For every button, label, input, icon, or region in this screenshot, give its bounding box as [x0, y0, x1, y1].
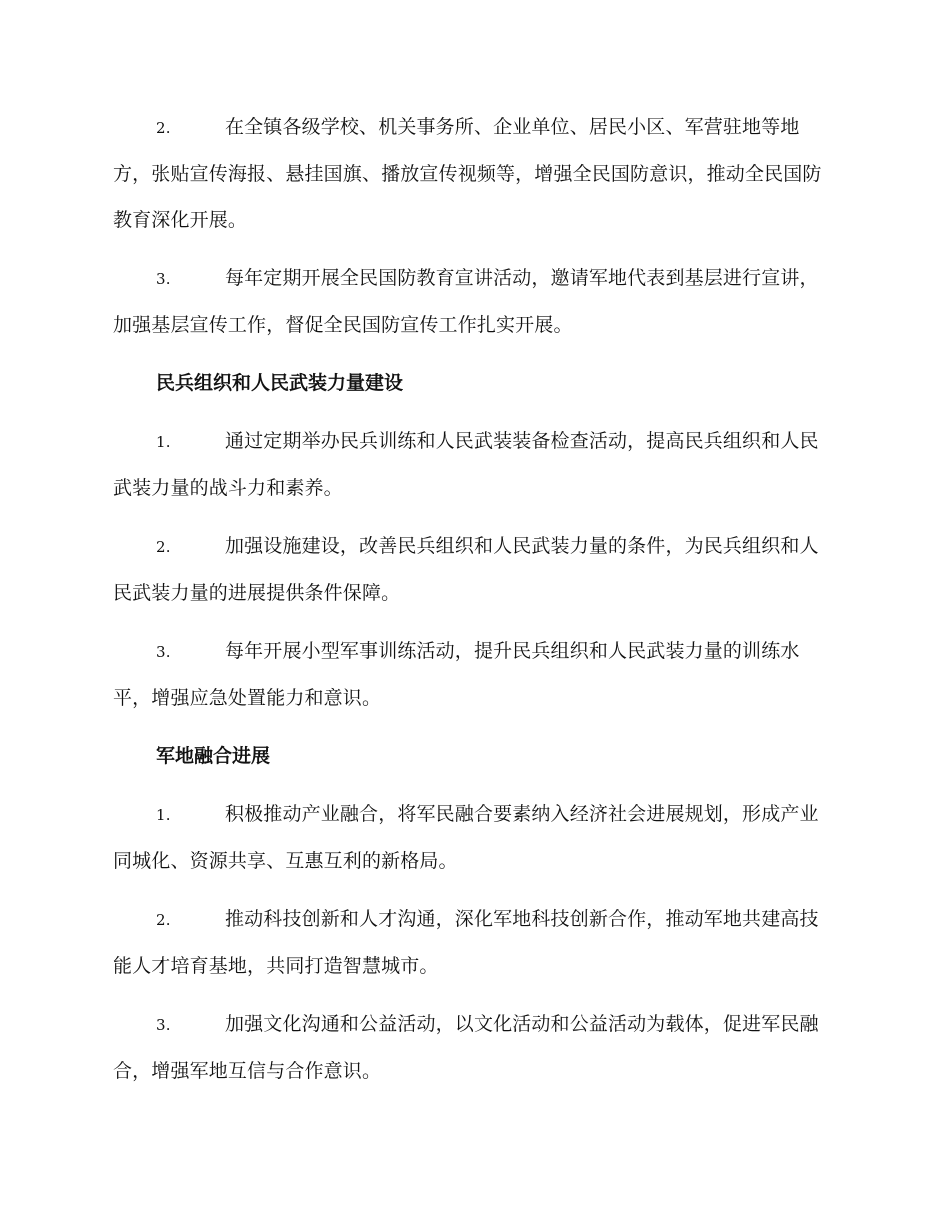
section-national-defense-education	[113, 104, 833, 348]
item-number: 3.	[156, 1016, 171, 1034]
section-militia-construction	[113, 360, 833, 721]
list-item	[113, 896, 833, 989]
section-heading: 民兵组织和人民武装力量建设	[156, 372, 404, 394]
item-text: 每年定期开展全民国防教育宣讲活动，邀请军地代表到基层进行宣讲，加强基层宣传工作，督促全民国防宣传工作扎实开展。	[113, 267, 819, 336]
list-item	[113, 791, 833, 884]
item-number: 1.	[156, 433, 171, 451]
list-item	[113, 1001, 833, 1094]
item-text: 每年开展小型军事训练活动，提升民兵组织和人民武装力量的训练水平，增强应急处置能力和意识。	[113, 640, 800, 709]
item-number: 1.	[156, 806, 171, 824]
section-heading: 军地融合进展	[156, 745, 271, 767]
item-number: 2.	[156, 119, 171, 137]
item-text: 加强设施建设，改善民兵组织和人民武装力量的条件，为民兵组织和人民武装力量的进展提供条件保障。	[113, 535, 819, 604]
section-military-civilian-integration	[113, 733, 833, 1094]
item-text: 在全镇各级学校、机关事务所、企业单位、居民小区、军营驻地等地方，张贴宣传海报、悬挂国旗、播放宣传视频等，增强全民国防意识，推动全民国防教育深化开展。	[113, 116, 822, 231]
document-page	[113, 104, 833, 1106]
item-number: 3.	[156, 270, 171, 288]
list-item	[113, 628, 833, 721]
list-item	[113, 255, 833, 348]
list-item	[113, 418, 833, 511]
list-item	[113, 104, 833, 243]
item-text: 推动科技创新和人才沟通，深化军地科技创新合作，推动军地共建高技能人才培育基地，共同打造智慧城市。	[113, 908, 819, 977]
item-number: 2.	[156, 538, 171, 556]
item-number: 2.	[156, 911, 171, 929]
item-number: 3.	[156, 643, 171, 661]
list-item	[113, 523, 833, 616]
item-text: 加强文化沟通和公益活动，以文化活动和公益活动为载体，促进军民融合，增强军地互信与合作意识。	[113, 1013, 819, 1082]
item-text: 积极推动产业融合，将军民融合要素纳入经济社会进展规划，形成产业同城化、资源共享、互惠互利的新格局。	[113, 803, 819, 872]
item-text: 通过定期举办民兵训练和人民武装装备检查活动，提高民兵组织和人民武装力量的战斗力和素养。	[113, 430, 819, 499]
